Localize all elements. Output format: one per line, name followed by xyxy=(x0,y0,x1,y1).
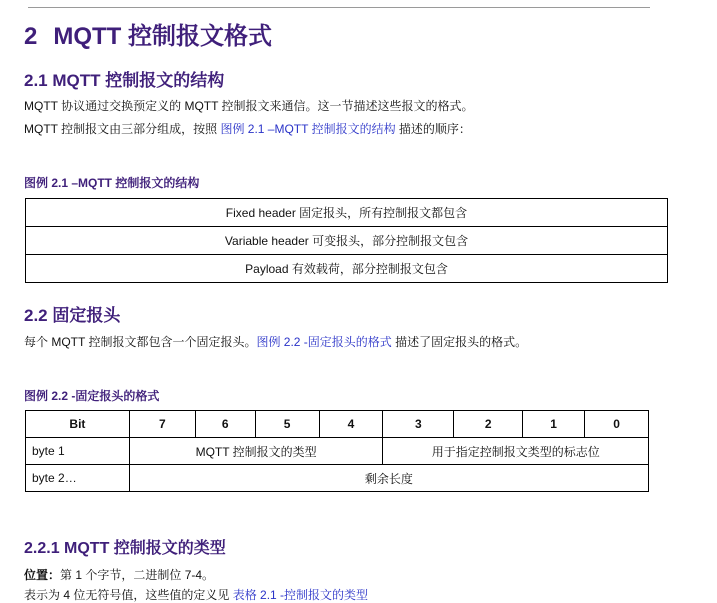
table-row xyxy=(26,255,668,283)
top-rule xyxy=(28,7,650,8)
header-cell: 7 xyxy=(129,411,195,438)
header-cell: 4 xyxy=(319,411,383,438)
paragraph-2-2 xyxy=(24,333,527,350)
paragraph-text: MQTT 控制报文由三部分组成，按照 xyxy=(24,122,221,136)
packet-structure-table xyxy=(25,198,668,283)
figure-2-2-link[interactable]: 图例 2.2 -固定报头的格式 xyxy=(256,335,392,349)
position-label: 位置： xyxy=(24,568,61,582)
heading-2-2-1: 2.2.1 MQTT 控制报文的类型 xyxy=(24,540,226,557)
paragraph-text: 描述了固定报头的格式。 xyxy=(391,335,528,349)
paragraph-2-1-intro: MQTT 协议通过交换预定义的 MQTT 控制报文来通信。这一节描述这些报文的格式。 xyxy=(24,99,474,113)
row-label: byte 1 xyxy=(26,438,130,465)
table-header-row xyxy=(26,411,649,438)
paragraph-text: 表示为 4 位无符号值，这些值的定义见 xyxy=(24,588,233,602)
header-cell: Bit xyxy=(26,411,130,438)
section-heading xyxy=(24,16,272,51)
table-row xyxy=(26,227,668,255)
table-cell: MQTT 控制报文的类型 xyxy=(129,438,383,465)
table-row xyxy=(26,199,668,227)
figure-2-2-caption: 图例 2.2 -固定报头的格式 xyxy=(24,389,160,403)
fixed-header-table xyxy=(25,410,649,492)
figure-2-1-caption: 图例 2.1 –MQTT 控制报文的结构 xyxy=(24,176,200,190)
header-cell: 5 xyxy=(255,411,319,438)
header-cell: 1 xyxy=(523,411,585,438)
paragraph-position xyxy=(24,566,214,583)
table-2-1-link[interactable]: 表格 2.1 -控制报文的类型 xyxy=(232,588,369,602)
table-cell: 剩余长度 xyxy=(129,465,648,492)
table-row xyxy=(26,465,649,492)
heading-2-2: 2.2 固定报头 xyxy=(24,306,121,325)
heading-2-1: 2.1 MQTT 控制报文的结构 xyxy=(24,71,225,90)
paragraph-text: 第 1 个字节，二进制位 7-4。 xyxy=(60,568,215,582)
figure-2-1-link[interactable]: 图例 2.1 –MQTT 控制报文的结构 xyxy=(220,122,396,136)
table-cell: Payload 有效载荷，部分控制报文包含 xyxy=(26,255,668,283)
table-cell: 用于指定控制报文类型的标志位 xyxy=(383,438,649,465)
paragraph-2-1-order xyxy=(24,120,471,137)
row-label: byte 2… xyxy=(26,465,130,492)
paragraph-text: 每个 MQTT 控制报文都包含一个固定报头。 xyxy=(24,335,257,349)
table-cell: Fixed header 固定报头，所有控制报文都包含 xyxy=(26,199,668,227)
header-cell: 2 xyxy=(454,411,523,438)
paragraph-text: 描述的顺序： xyxy=(395,122,471,136)
section-number: 2 xyxy=(24,23,38,50)
table-row xyxy=(26,438,649,465)
section-title: MQTT 控制报文格式 xyxy=(53,23,273,50)
header-cell: 0 xyxy=(585,411,649,438)
paragraph-type-values xyxy=(24,586,368,603)
table-cell: Variable header 可变报头，部分控制报文包含 xyxy=(26,227,668,255)
header-cell: 3 xyxy=(383,411,454,438)
header-cell: 6 xyxy=(195,411,255,438)
